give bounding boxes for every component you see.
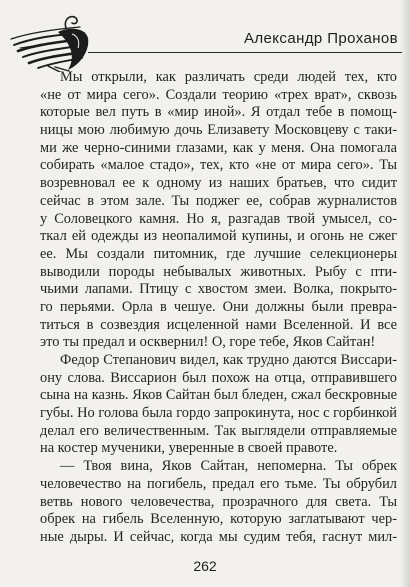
text-line: на костер мученики, уверенные в своей правоте. — [40, 440, 338, 457]
text-line: ницы мою любимую дочь Елизавету Московцеву с таки- — [40, 122, 397, 139]
text-line: — Твоя вина, Яков Сайтан, непомерна. Ты обрек — [60, 458, 397, 475]
text-line: у Соловецкого камня. Но я, разгадав твой умысел, со- — [40, 210, 397, 227]
text-line: «не от мира сего». Создали теорию «трех врат», сквозь — [40, 86, 397, 103]
text-line: ону слова. Виссарион был похож на отца, отправившего — [40, 369, 397, 386]
running-header-author: Александр Проханов — [244, 30, 398, 47]
text-line: губы. Но голова была гордо запрокинута, нос с горбинкой — [40, 405, 397, 422]
ink-bird-ornament-icon — [8, 8, 92, 72]
text-line: го перьями. Орла в чешуе. Они должны были превра- — [40, 298, 397, 315]
text-line: Мы открыли, как различать среди людей тех, кто — [60, 69, 397, 85]
text-line: возревновал ее к одному из наших братьев, что сидит — [40, 175, 397, 192]
paragraph — [40, 458, 397, 546]
text-line: титься в созвездия исцеленной нами Вселенной. И все — [40, 316, 397, 333]
text-line: сына на казнь. Яков Сайтан был бледен, сжал бескровные — [40, 387, 397, 404]
text-line: обрек на гибель Вселенную, которую заглатывают чер- — [40, 511, 397, 528]
text-line: ее. Мы создали питомник, где лучшие селекционеры — [40, 245, 397, 262]
text-line: ные дыры. И сейчас, когда мы судим тебя, гаснут мил- — [40, 528, 397, 545]
text-line: собирать «малое стадо», тех, кто «не от мира сего». Ты — [40, 157, 397, 174]
text-line: ткал ей одежды из неопалимой купины, и огонь не сжег — [40, 228, 397, 245]
text-line: которые вел путь в «мир иной». Я отдал тебе в помощ- — [40, 104, 397, 121]
page-text — [40, 69, 397, 547]
text-line: это ты предал и осквернил! О, горе тебе, Яков Сайтан! — [40, 334, 376, 351]
text-line: сейчас в этом зале. Ты поджег ее, собрав журналистов — [40, 192, 397, 209]
text-line: чьими лапами. Птицу с хвостом змеи. Волка, покрыто- — [40, 281, 397, 298]
text-line: Федор Степанович видел, как трудно даются Виссари- — [60, 352, 397, 368]
text-line: делал его величественным. Так выглядели отправляемые — [40, 422, 397, 439]
scan-edge-shadow — [400, 0, 410, 587]
text-line: ми же черно-синими глазами, как у меня. Она помогала — [40, 139, 397, 156]
text-line: человечество на погибель, предал его тьме. Ты обрубил — [40, 475, 397, 492]
header-rule — [88, 52, 402, 53]
paragraph — [40, 352, 397, 458]
page-number: 262 — [193, 558, 217, 574]
text-line: выводили породы небывалых животных. Рыбу с пти- — [40, 263, 397, 280]
paragraph — [40, 69, 397, 352]
text-line: ветвь нового человечества, прозрачного для света. Ты — [40, 493, 397, 510]
